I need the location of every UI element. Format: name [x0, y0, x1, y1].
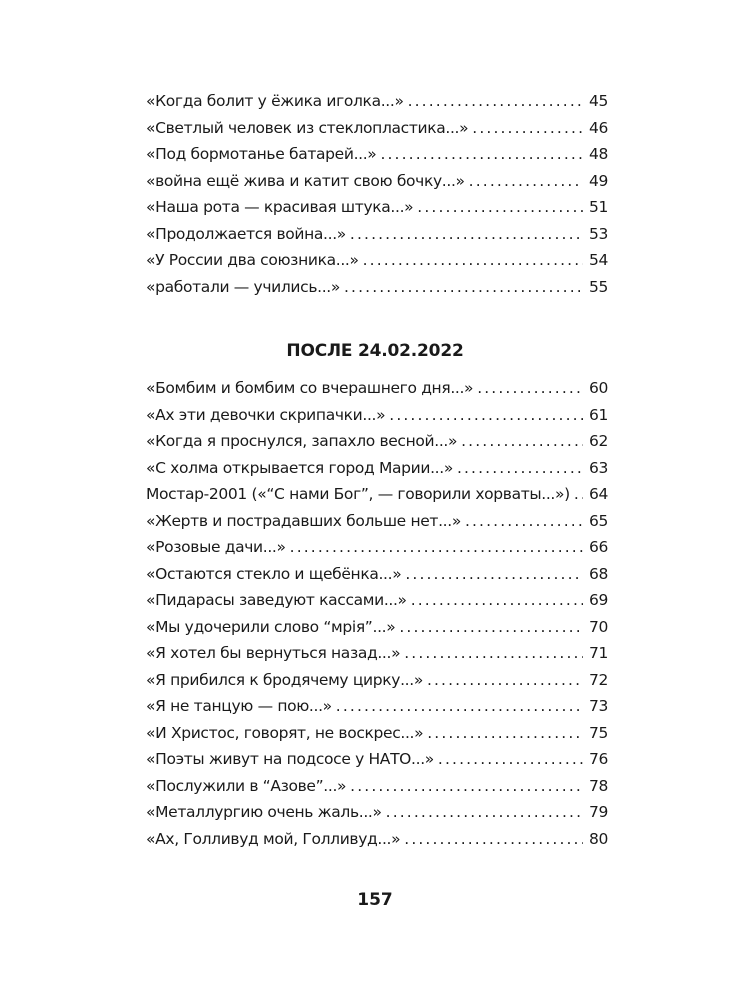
- toc-entry-page: 53: [588, 224, 608, 243]
- dot-leader: [438, 746, 583, 773]
- toc-entry-page: 49: [588, 171, 608, 190]
- toc-entry-page: 66: [588, 538, 608, 556]
- toc-entry-page: 69: [588, 591, 608, 609]
- toc-entry-title: «У России два союзника...»: [146, 251, 359, 269]
- toc-entry-page: 72: [588, 670, 608, 689]
- toc-entry: [146, 799, 608, 826]
- toc-entry-title: Мостар-2001 («“С нами Бог”, — говорили хорваты...»): [146, 485, 570, 503]
- toc-entry-page: 80: [588, 829, 608, 848]
- dot-leader: [350, 221, 583, 248]
- toc-entry-title: «Под бормотанье батарей...»: [146, 145, 377, 163]
- toc-entry-page: 62: [588, 432, 608, 450]
- toc-entry: [146, 614, 608, 641]
- toc-entry-page: 64: [588, 485, 608, 503]
- dot-leader: [411, 587, 583, 614]
- toc-entry-page: 71: [588, 644, 608, 662]
- dot-leader: [408, 88, 583, 115]
- dot-leader: [465, 508, 583, 535]
- toc-entry: [146, 773, 608, 800]
- toc-entry-page: 78: [588, 776, 608, 795]
- toc-entry: [146, 720, 608, 747]
- toc-entry-page: 46: [588, 118, 608, 137]
- section-heading: ПОСЛЕ 24.02.2022: [286, 341, 464, 361]
- toc-entry: [146, 402, 608, 429]
- dot-leader: [389, 402, 583, 429]
- toc-entry: [146, 247, 608, 274]
- toc-entry: [146, 375, 608, 402]
- toc-entry-title: «С холма открывается город Марии...»: [146, 458, 453, 477]
- toc-entry: [146, 428, 608, 455]
- dot-leader: [350, 773, 583, 800]
- toc-entry-page: 76: [588, 750, 608, 768]
- toc-entry-page: 48: [588, 145, 608, 163]
- toc-list-before: [146, 88, 608, 300]
- toc-entry-title: «Наша рота — красивая штука...»: [146, 198, 414, 216]
- dot-leader: [386, 799, 583, 826]
- toc-entry-title: «И Христос, говорят, не воскрес...»: [146, 723, 424, 742]
- dot-leader: [472, 115, 583, 142]
- dot-leader: [363, 247, 583, 274]
- toc-entry-title: «Металлургию очень жаль...»: [146, 803, 382, 821]
- toc-entry: [146, 168, 608, 195]
- toc-entry-title: «Когда я проснулся, запахло весной...»: [146, 432, 458, 450]
- toc-entry-title: «Я прибился к бродячему цирку...»: [146, 670, 423, 689]
- toc-entry: [146, 481, 608, 508]
- dot-leader: [469, 168, 583, 195]
- toc-entry-title: «Мы удочерили слово “мрія”...»: [146, 617, 396, 636]
- toc-entry: [146, 587, 608, 614]
- toc-entry-title: «Бомбим и бомбим со вчерашнего дня...»: [146, 379, 474, 397]
- dot-leader: [336, 693, 583, 720]
- toc-entry: [146, 508, 608, 535]
- toc-entry-title: «Поэты живут на подсосе у НАТО...»: [146, 750, 434, 768]
- dot-leader: [404, 826, 583, 853]
- dot-leader: [574, 481, 583, 508]
- page-number: 157: [357, 890, 393, 910]
- toc-entry-title: «Я не танцую — пою...»: [146, 697, 332, 715]
- toc-entry-page: 60: [588, 379, 608, 397]
- toc-entry-title: «Жертв и пострадавших больше нет...»: [146, 511, 461, 530]
- toc-entry-page: 45: [588, 92, 608, 110]
- toc-entry-page: 54: [588, 251, 608, 269]
- toc-entry: [146, 115, 608, 142]
- toc-entry: [146, 826, 608, 853]
- toc-entry: [146, 274, 608, 301]
- toc-entry-page: 55: [588, 277, 608, 296]
- dot-leader: [404, 640, 583, 667]
- toc-entry-title: «Ах эти девочки скрипачки...»: [146, 405, 386, 424]
- toc-entry: [146, 667, 608, 694]
- toc-entry-page: 63: [588, 458, 608, 477]
- toc-entry-page: 79: [588, 803, 608, 821]
- toc-entry: [146, 88, 608, 115]
- toc-entry-page: 61: [588, 405, 608, 424]
- toc-entry-page: 65: [588, 511, 608, 530]
- dot-leader: [344, 274, 583, 301]
- toc-entry: [146, 746, 608, 773]
- toc-entry-page: 51: [588, 198, 608, 216]
- toc-entry-title: «война ещё жива и катит свою бочку...»: [146, 171, 465, 190]
- toc-entry-title: «Розовые дачи...»: [146, 538, 286, 556]
- dot-leader: [399, 614, 583, 641]
- toc-entry: [146, 640, 608, 667]
- toc-entry-page: 68: [588, 564, 608, 583]
- dot-leader: [427, 667, 583, 694]
- dot-leader: [290, 534, 583, 561]
- toc-entry-title: «Пидарасы заведуют кассами...»: [146, 591, 407, 609]
- toc-entry: [146, 693, 608, 720]
- toc-entry-page: 73: [588, 697, 608, 715]
- dot-leader: [461, 428, 583, 455]
- dot-leader: [477, 375, 583, 402]
- dot-leader: [405, 561, 583, 588]
- toc-entry-title: «Светлый человек из стеклопластика...»: [146, 118, 469, 137]
- toc-entry-page: 70: [588, 617, 608, 636]
- toc-entry-title: «Когда болит у ёжика иголка...»: [146, 92, 404, 110]
- toc-entry-title: «Я хотел бы вернуться назад...»: [146, 644, 401, 662]
- toc-entry-title: «Продолжается война...»: [146, 224, 346, 243]
- toc-entry: [146, 141, 608, 168]
- toc-entry-page: 75: [588, 723, 608, 742]
- toc-entry: [146, 561, 608, 588]
- toc-entry-title: «Остаются стекло и щебёнка...»: [146, 564, 402, 583]
- dot-leader: [417, 194, 583, 221]
- toc-entry: [146, 194, 608, 221]
- toc-entry: [146, 455, 608, 482]
- dot-leader: [427, 720, 583, 747]
- toc-entry-title: «Послужили в “Азове”...»: [146, 776, 347, 795]
- toc-entry-title: «Ах, Голливуд мой, Голливуд...»: [146, 829, 401, 848]
- toc-entry: [146, 221, 608, 248]
- toc-list-after: [146, 375, 608, 852]
- dot-leader: [457, 455, 583, 482]
- dot-leader: [380, 141, 583, 168]
- toc-entry-title: «работали — учились...»: [146, 277, 340, 296]
- toc-entry: [146, 534, 608, 561]
